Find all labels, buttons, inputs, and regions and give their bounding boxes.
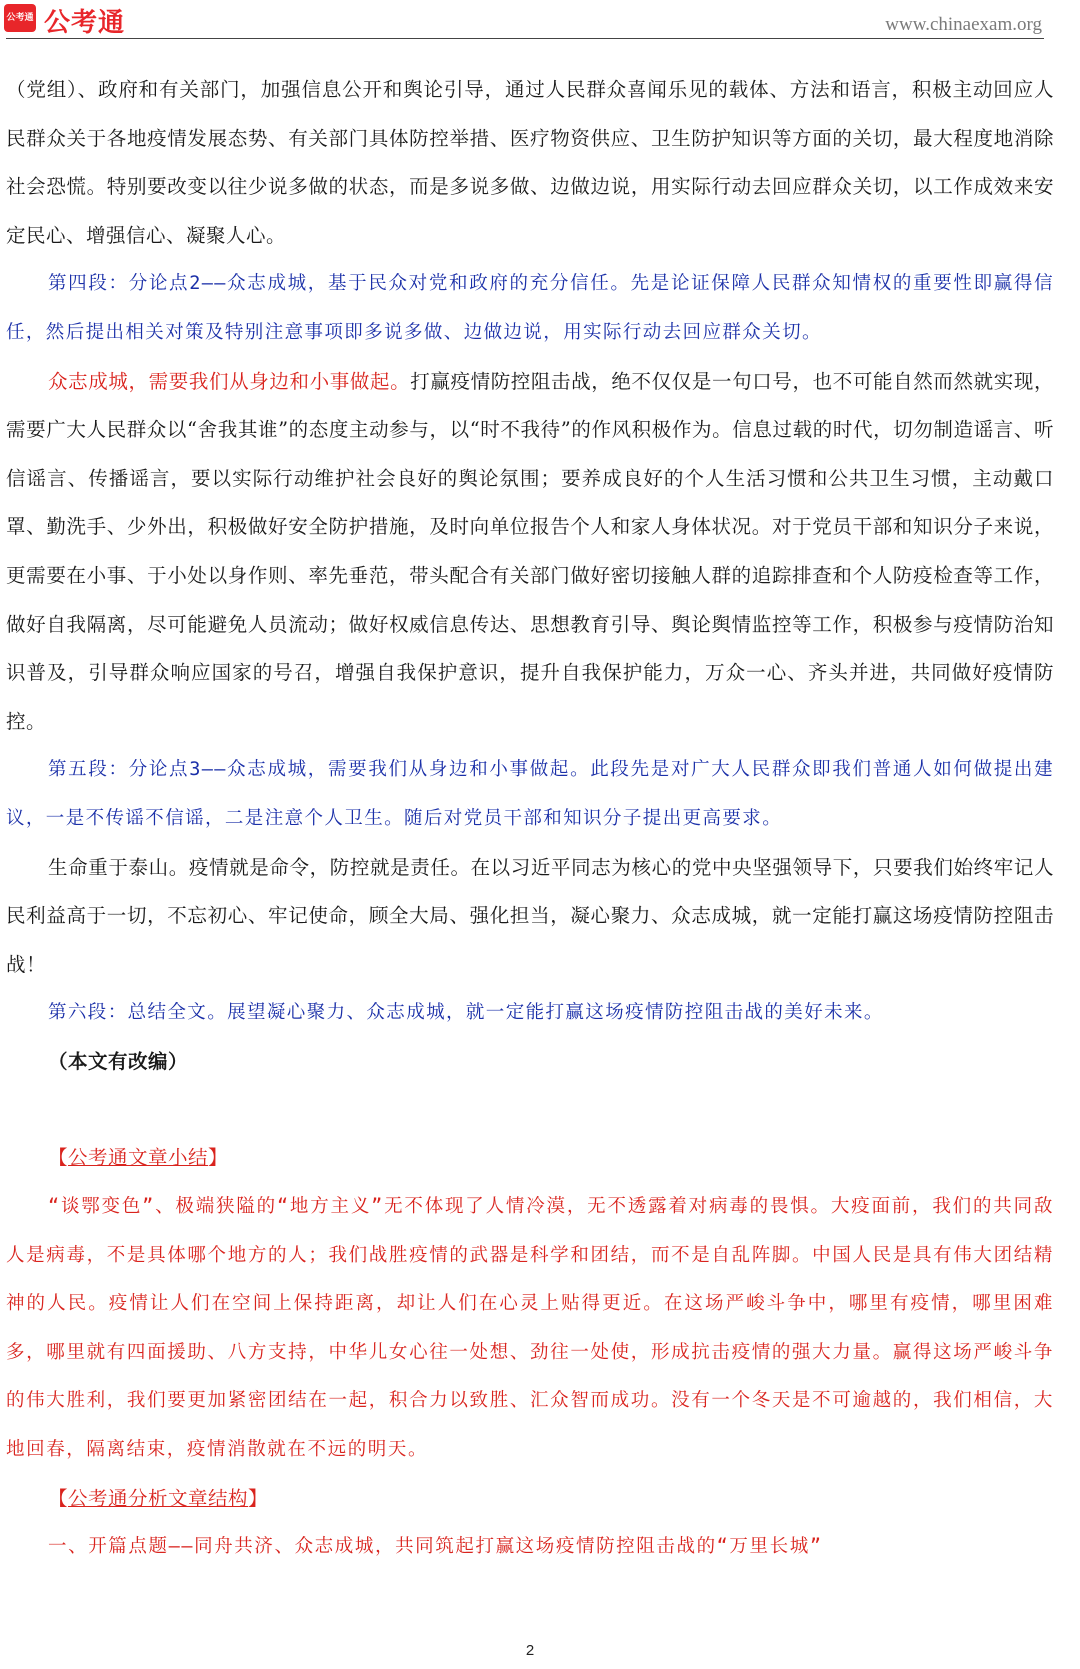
summary-heading-text: 公考通文章小结 <box>68 1146 209 1170</box>
paragraph-continuation: （党组）、政府和有关部门，加强信息公开和舆论引导，通过人民群众喜闻乐见的载体、方法和语言，积极主动回应人民群众关于各地疫情发展态势、有关部门具体防控举措、医疗物资供应、卫生防护知识等方面的关切，最大程度地消除社会恐慌。特别要改变以往少说多做的状态，而是多说多做、边做边说，用实际行动去回应群众关切，以工作成效来安定民心、增强信心、凝聚人心。 <box>6 78 1054 247</box>
site-url[interactable]: www.chinaexam.org <box>885 14 1042 35</box>
spacer <box>6 1086 1054 1134</box>
page-number: 2 <box>525 1642 535 1659</box>
analysis-note-paragraph-4: 第四段：分论点2——众志成城，基于民众对党和政府的充分信任。先是论证保障人民群众知情权的重要性即赢得信任，然后提出相关对策及特别注意事项即多说多做、边做边说，用实际行动去回应群众关切。 <box>6 273 1054 343</box>
bracket-open: 【 <box>48 1486 69 1510</box>
adaptation-note: （本文有改编） <box>48 1049 189 1073</box>
analysis-note-paragraph-6: 第六段：总结全文。展望凝心聚力、众志成城，就一定能打赢这场疫情防控阻击战的美好未来。 <box>48 1002 884 1024</box>
analysis-note-paragraph-5: 第五段：分论点3——众志成城，需要我们从身边和小事做起。此段先是对广大人民群众即我们普通人如何做提出建议，一是不传谣不信谣，二是注意个人卫生。随后对党员干部和知识分子提出更高要求。 <box>6 759 1054 829</box>
summary-paragraph: “谈鄂变色”、极端狭隘的“地方主义”无不体现了人情冷漠，无不透露着对病毒的畏惧。大疫面前，我们的共同敌人是病毒，不是具体哪个地方的人；我们战胜疫情的武器是科学和团结，而不是自乱阵脚。中国人民是具有伟大团结精神的人民。疫情让人们在空间上保持距离，却让人们在心灵上贴得更近。在这场严峻斗争中，哪里有疫情，哪里困难多，哪里就有四面援助、八方支持，中华儿女心往一处想、劲往一处使，形成抗击疫情的强大力量。赢得这场严峻斗争的伟大胜利，我们要更加紧密团结在一起，积合力以致胜、汇众智而成功。没有一个冬天是不可逾越的，我们相信，大地回春，隔离结束，疫情消散就在不远的明天。 <box>6 1196 1054 1461</box>
paragraph-body: 打赢疫情防控阻击战，绝不仅仅是一句口号，也不可能自然而然就实现，需要广大人民群众以“舍我其谁”的态度主动参与，以“时不我待”的作风积极作为。信息过载的时代，切勿制造谣言、听信谣言、传播谣言，要以实际行动维护社会良好的舆论氛围；要养成良好的个人生活习惯和公共卫生习惯，主动戴口罩、勤洗手、少外出，积极做好安全防护措施，及时向单位报告个人和家人身体状况。对于党员干部和知识分子来说，更需要在小事、于小处以身作则、率先垂范，带头配合有关部门做好密切接触人群的追踪排查和个人防疫检查等工作，做好自我隔离，尽可能避免人员流动；做好权威信息传达、思想教育引导、舆论舆情监控等工作，积极参与疫情防治知识普及，引导群众响应国家的号召，增强自我保护意识，提升自我保护能力，万众一心、齐头并进，共同做好疫情防控。 <box>6 369 1054 733</box>
bracket-close: 】 <box>208 1146 229 1170</box>
brand-logo-text: 公考通 <box>44 8 126 38</box>
logo-icon: 公考通 <box>4 4 36 32</box>
structure-item-1: 一、开篇点题——同舟共济、众志成城，共同筑起打赢这场疫情防控阻击战的“万里长城” <box>48 1536 823 1558</box>
document-body <box>6 66 1054 1572</box>
bracket-open: 【 <box>48 1146 69 1170</box>
summary-heading <box>6 1134 1054 1183</box>
paragraph-small-things <box>6 358 1054 747</box>
bracket-close: 】 <box>248 1486 269 1510</box>
structure-heading-text: 公考通分析文章结构 <box>68 1486 249 1510</box>
structure-heading <box>6 1475 1054 1524</box>
paragraph-conclusion: 生命重于泰山。疫情就是命令，防控就是责任。在以习近平同志为核心的党中央坚强领导下，只要我们始终牢记人民利益高于一切，不忘初心、牢记使命，顾全大局、强化担当，凝心聚力、众志成城，就一定能打赢这场疫情防控阻击战！ <box>6 855 1054 976</box>
page-header <box>0 0 1080 44</box>
paragraph-lead-sentence: 众志成城，需要我们从身边和小事做起。 <box>48 369 411 393</box>
header-divider <box>6 38 1044 39</box>
